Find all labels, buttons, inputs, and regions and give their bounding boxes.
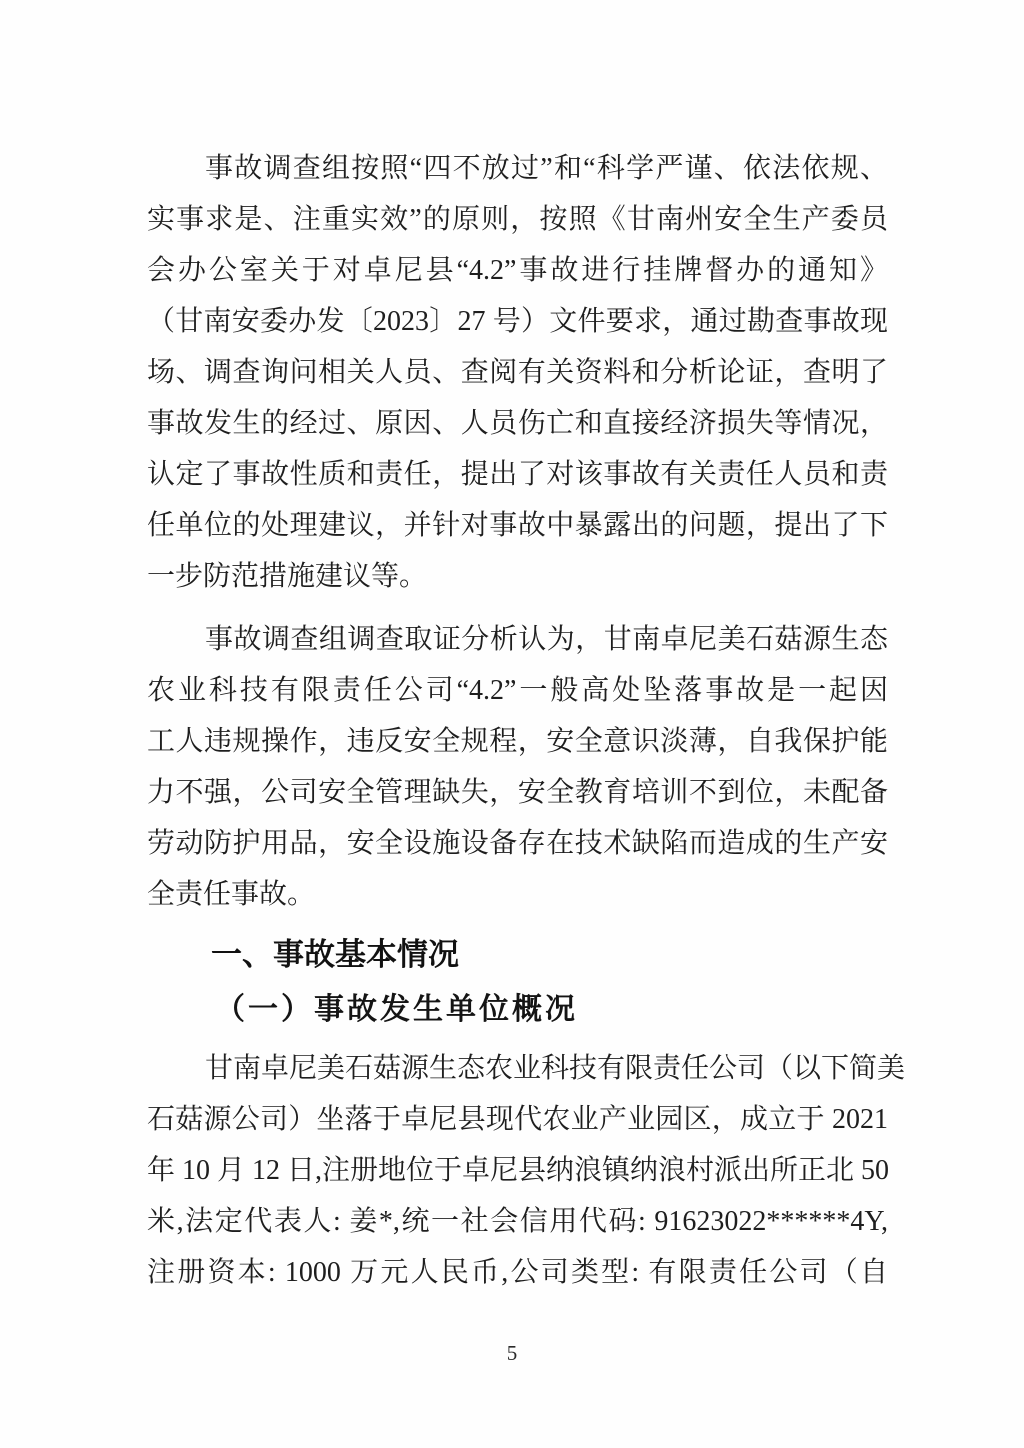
text-line: 会办公室关于对卓尼县“4.2”事故进行挂牌督办的通知》 [147, 255, 888, 286]
text-line: 工人违规操作，违反安全规程，安全意识淡薄，自我保护能 [147, 726, 888, 757]
subsection-heading: （一）事故发生单位概况 [215, 993, 578, 1026]
text-line: 石菇源公司）坐落于卓尼县现代农业产业园区，成立于 2021 [147, 1104, 888, 1135]
paragraph-1 [147, 143, 888, 602]
text-line: 一步防范措施建议等。 [147, 561, 428, 592]
text-line: 年 10 月 12 日,注册地位于卓尼县纳浪镇纳浪村派出所正北 50 [147, 1155, 890, 1186]
text-line: 事故调查组按照“四不放过”和“科学严谨、依法依规、 [205, 153, 888, 184]
text-line: （甘南安委办发〔2023〕27 号）文件要求，通过勘查事故现 [147, 306, 888, 337]
text-line: 事故发生的经过、原因、人员伤亡和直接经济损失等情况， [147, 408, 888, 439]
text-line: 实事求是、注重实效”的原则，按照《甘南州安全生产委员 [147, 204, 888, 235]
text-line: 农业科技有限责任公司“4.2”一般高处坠落事故是一起因 [147, 675, 888, 706]
text-line: 任单位的处理建议，并针对事故中暴露出的问题，提出了下 [147, 510, 888, 541]
text-line: 甘南卓尼美石菇源生态农业科技有限责任公司（以下简美 [205, 1053, 906, 1084]
text-line: 全责任事故。 [147, 879, 316, 910]
text-line: 劳动防护用品，安全设施设备存在技术缺陷而造成的生产安 [147, 828, 888, 859]
text-line: 事故调查组调查取证分析认为，甘南卓尼美石菇源生态 [205, 624, 888, 655]
text-line: 力不强，公司安全管理缺失，安全教育培训不到位，未配备 [147, 777, 888, 808]
text-line: 注册资本: 1000 万元人民币,公司类型: 有限责任公司（自 [147, 1257, 888, 1288]
section-heading: 一、事故基本情况 [211, 937, 459, 972]
page-number: 5 [506, 1341, 518, 1365]
paragraph-2 [147, 614, 888, 920]
text-line: 认定了事故性质和责任，提出了对该事故有关责任人员和责 [147, 459, 888, 490]
paragraph-3 [147, 1043, 906, 1298]
text-line: 米,法定代表人: 姜*,统一社会信用代码: 91623022******4Y, [147, 1206, 888, 1237]
text-line: 场、调查询问相关人员、查阅有关资料和分析论证，查明了 [147, 357, 888, 388]
